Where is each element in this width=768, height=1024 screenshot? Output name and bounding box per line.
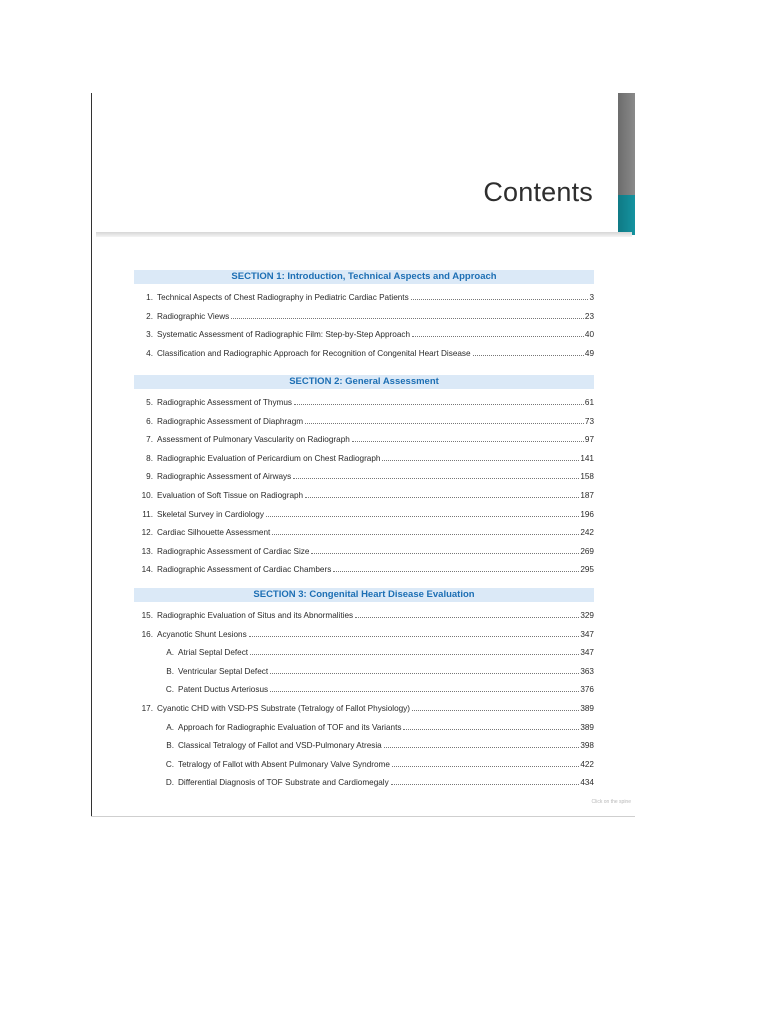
- dot-leader: [293, 478, 579, 479]
- toc-entry-title: Radiographic Evaluation of Situs and its Abnormalities: [157, 611, 354, 620]
- toc-page-number: 196: [580, 509, 594, 519]
- toc-entry-title: Radiographic Assessment of Thymus: [157, 398, 293, 407]
- toc-subentry[interactable]: [155, 778, 594, 791]
- section-heading: SECTION 1: Introduction, Technical Aspects and Approach: [134, 270, 594, 284]
- toc-page-number: 49: [584, 348, 594, 358]
- toc-entry-title: Classification and Radiographic Approach for Recognition of Congenital Heart Disease: [157, 348, 471, 358]
- toc-entry[interactable]: [134, 630, 594, 643]
- toc-entry-number: 2.: [146, 311, 153, 321]
- toc-entry-title: Radiographic Assessment of Airways: [157, 472, 292, 482]
- toc-entry[interactable]: [134, 547, 594, 560]
- toc-page-number: 3: [589, 293, 594, 302]
- toc-entry-number: 4.: [146, 348, 153, 358]
- toc-entry-title: Cardiac Silhouette Assessment: [157, 528, 271, 538]
- toc-page-number: 23: [584, 311, 594, 321]
- toc-entry-number: 13.: [141, 546, 153, 556]
- toc-entry-number: 6.: [146, 416, 153, 426]
- toc-entry[interactable]: [134, 510, 594, 523]
- watermark: Click on the spine: [591, 799, 631, 805]
- toc-entry[interactable]: [134, 491, 594, 504]
- dot-leader: [412, 710, 579, 711]
- toc-entry-title: Tetralogy of Fallot with Absent Pulmonary Valve Syndrome: [178, 759, 390, 769]
- toc-page-number: 97: [584, 435, 594, 445]
- toc-subentry[interactable]: [155, 648, 594, 661]
- toc-entry[interactable]: [134, 565, 594, 578]
- dot-leader: [249, 636, 580, 637]
- dot-leader: [305, 423, 584, 424]
- dot-leader: [392, 766, 579, 767]
- dot-leader: [305, 497, 579, 498]
- toc-page-number: 329: [580, 611, 594, 620]
- toc-entry[interactable]: [134, 704, 594, 717]
- dot-leader: [250, 654, 579, 655]
- toc-entry-title: Classical Tetralogy of Fallot and VSD-Pulmonary Atresia: [178, 741, 382, 751]
- toc-entry-number: C.: [165, 759, 174, 769]
- toc-entry-title: Technical Aspects of Chest Radiography in Pediatric Cardiac Patients: [157, 293, 409, 302]
- toc-entry[interactable]: [134, 293, 594, 306]
- dot-leader: [352, 441, 584, 442]
- dot-leader: [270, 673, 579, 674]
- dot-leader: [311, 553, 579, 554]
- toc-entry-number: 14.: [141, 565, 153, 575]
- toc-entry-number: 8.: [146, 453, 153, 463]
- toc-entry[interactable]: [134, 528, 594, 541]
- toc-page-number: 295: [580, 565, 594, 575]
- toc-entry-title: Differential Diagnosis of TOF Substrate and Cardiomegaly: [178, 778, 389, 788]
- toc-page-number: 61: [584, 398, 594, 407]
- toc-page-number: 389: [580, 722, 594, 732]
- toc-entry[interactable]: [134, 349, 594, 362]
- toc-entry-number: A.: [166, 722, 174, 732]
- toc-entry-number: 15.: [141, 611, 153, 620]
- toc-entry-title: Radiographic Evaluation of Pericardium on Chest Radiograph: [157, 453, 381, 463]
- toc-entry-title: Skeletal Survey in Cardiology: [157, 509, 264, 519]
- page-title: Contents: [483, 177, 593, 207]
- toc-entry-title: Radiographic Assessment of Diaphragm: [157, 416, 304, 426]
- toc-entry-title: Atrial Septal Defect: [178, 648, 249, 658]
- toc-entry-title: Evaluation of Soft Tissue on Radiograph: [157, 491, 304, 500]
- toc-entry-number: 10.: [141, 491, 153, 500]
- dot-leader: [473, 355, 584, 356]
- page-left-edge: [91, 93, 92, 817]
- dot-leader: [355, 617, 579, 618]
- toc-subentry[interactable]: [155, 760, 594, 773]
- toc-entry-number: 3.: [146, 330, 153, 340]
- toc-page-number: 73: [584, 416, 594, 426]
- dot-leader: [294, 404, 584, 405]
- toc-subentry[interactable]: [155, 685, 594, 698]
- toc-entry[interactable]: [134, 398, 594, 411]
- dot-leader: [384, 747, 580, 748]
- toc-entry[interactable]: [134, 454, 594, 467]
- toc-entry-title: Approach for Radiographic Evaluation of TOF and its Variants: [178, 722, 402, 732]
- toc-page-number: 347: [580, 629, 594, 639]
- toc-page-number: 40: [584, 330, 594, 340]
- toc-entry-number: A.: [166, 648, 174, 658]
- dot-leader: [411, 299, 589, 300]
- toc-entry-number: 16.: [141, 629, 153, 639]
- toc-entry-number: 12.: [141, 528, 153, 538]
- toc-entry-number: 1.: [146, 293, 153, 302]
- toc-entry-title: Assessment of Pulmonary Vascularity on Radiograph: [157, 435, 350, 445]
- toc-entry-number: 9.: [146, 472, 153, 482]
- toc-entry-title: Radiographic Views: [157, 311, 230, 321]
- dot-leader: [412, 336, 584, 337]
- section-heading: SECTION 2: General Assessment: [134, 375, 594, 389]
- toc-entry-title: Cyanotic CHD with VSD-PS Substrate (Tetralogy of Fallot Physiology): [157, 704, 410, 713]
- dot-leader: [270, 691, 579, 692]
- dot-leader: [403, 729, 579, 730]
- toc-page-number: 158: [580, 472, 594, 482]
- toc-page-number: 389: [580, 704, 594, 713]
- toc-entry[interactable]: [134, 611, 594, 624]
- toc-entry[interactable]: [134, 472, 594, 485]
- section-heading: SECTION 3: Congenital Heart Disease Evaluation: [134, 588, 594, 602]
- page-bottom-edge: [91, 816, 635, 817]
- toc-entry-title: Ventricular Septal Defect: [178, 666, 269, 676]
- toc-entry-number: B.: [166, 741, 174, 751]
- thumb-tab-teal: [618, 195, 635, 235]
- toc-page-number: 269: [580, 546, 594, 556]
- toc-entry-title: Patent Ductus Arteriosus: [178, 685, 269, 695]
- toc-page-number: 376: [580, 685, 594, 695]
- toc-entry-number: C.: [165, 685, 174, 695]
- toc-entry[interactable]: [134, 330, 594, 343]
- toc-page-number: 434: [580, 778, 594, 788]
- header-divider: [96, 232, 632, 237]
- dot-leader: [231, 318, 584, 319]
- toc-subentry[interactable]: [155, 741, 594, 754]
- toc-entry-title: Systematic Assessment of Radiographic Film: Step-by-Step Approach: [157, 330, 411, 340]
- dot-leader: [333, 571, 579, 572]
- toc-entry[interactable]: [134, 312, 594, 325]
- toc-entry-title: Radiographic Assessment of Cardiac Size: [157, 546, 310, 556]
- book-page: [91, 93, 635, 817]
- toc-entry-title: Acyanotic Shunt Lesions: [157, 629, 247, 639]
- thumb-tab-gray: [618, 93, 635, 195]
- toc-entry-number: 5.: [146, 398, 153, 407]
- toc-page-number: 363: [580, 666, 594, 676]
- toc-entry-number: 11.: [142, 509, 153, 519]
- toc-subentry[interactable]: [155, 667, 594, 680]
- dot-leader: [382, 460, 579, 461]
- toc-subentry[interactable]: [155, 723, 594, 736]
- dot-leader: [266, 516, 579, 517]
- dot-leader: [272, 534, 579, 535]
- toc-page-number: 187: [580, 491, 594, 500]
- dot-leader: [391, 784, 580, 785]
- toc-entry[interactable]: [134, 435, 594, 448]
- toc-entry-number: 7.: [146, 435, 153, 445]
- toc-page-number: 347: [580, 648, 594, 658]
- toc-entry-title: Radiographic Assessment of Cardiac Chambers: [157, 565, 332, 575]
- toc-page-number: 141: [580, 453, 594, 463]
- toc-entry[interactable]: [134, 417, 594, 430]
- toc-page-number: 398: [580, 741, 594, 751]
- toc-entry-number: D.: [165, 778, 174, 788]
- toc-entry-number: 17.: [141, 704, 153, 713]
- toc-page-number: 422: [580, 759, 594, 769]
- toc-page-number: 242: [580, 528, 594, 538]
- toc-entry-number: B.: [166, 666, 174, 676]
